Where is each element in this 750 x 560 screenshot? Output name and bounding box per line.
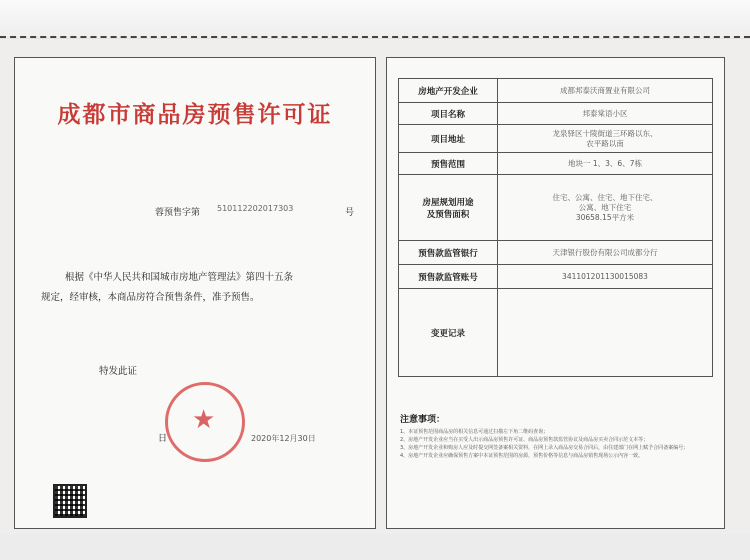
row-value [498, 289, 713, 377]
row-key: 项目名称 [399, 103, 498, 125]
certificate-number-suffix: 号 [345, 208, 355, 218]
approval-line-1: 根据《中华人民共和国城市房地产管理法》第四十五条 [65, 272, 294, 283]
note-item: 4、房地产开发企业应确保预售方案中本证预售范围的房源，预售价格等信息与商品房销售现场公示内容一致。 [400, 453, 644, 459]
row-value: 天津银行股份有限公司成都分行 [498, 241, 713, 265]
row-key: 预售款监管账号 [399, 265, 498, 289]
row-value: 341101201130015083 [498, 265, 713, 289]
table-row [399, 103, 713, 125]
notes-section [400, 412, 712, 460]
approval-line-2: 规定，经审核，本商品房符合预售条件，准予预售。 [41, 292, 260, 303]
row-key: 预售范围 [399, 153, 498, 175]
row-key: 房地产开发企业 [399, 79, 498, 103]
table-row [399, 175, 713, 241]
row-key: 预售款监管银行 [399, 241, 498, 265]
certificate-title: 成都市商品房预售许可证 [57, 102, 333, 128]
certificate-number: 510112202017303 [217, 204, 294, 213]
table-row [399, 265, 713, 289]
special-issue-text: 特发此证 [99, 366, 138, 377]
note-item: 3、房地产开发企业和购房人应及时提交网签备案相关资料，在网上录入商品房交易合同后，由住建部门在网上赋予合同备案编号； [400, 445, 689, 451]
notes-title: 注意事项： [400, 415, 446, 425]
row-value: 邦泰棠语小区 [498, 103, 713, 125]
approval-paragraph [41, 268, 365, 308]
certificate-left-page [14, 57, 376, 529]
top-dashed-border [0, 36, 750, 38]
note-item: 1、本证预售范围商品房的相关信息可通过扫描左下角二维码查询； [400, 429, 549, 435]
qr-code-icon[interactable] [53, 484, 87, 518]
table-row [399, 79, 713, 103]
top-edge [0, 0, 750, 39]
table-row [399, 289, 713, 377]
bottom-edge [0, 534, 750, 560]
table-row [399, 241, 713, 265]
row-key: 房屋规划用途 及预售面积 [399, 175, 498, 241]
table-row [399, 153, 713, 175]
table-row [399, 125, 713, 153]
row-key: 变更记录 [399, 289, 498, 377]
certificate-number-label: 蓉预售字第 [155, 208, 201, 218]
note-item: 2、房地产开发企业应当在买受人出示商品房预售许可证、商品房预售款监管协议及商品房买卖合同示范文本等； [400, 437, 649, 443]
date-prefix: 日 [158, 434, 168, 444]
row-value: 龙泉驿区十陵街道三环路以东、 农平路以南 [498, 125, 713, 153]
row-value: 地块一 1、3、6、7栋 [498, 153, 713, 175]
row-value: 成都邦泰沃商置业有限公司 [498, 79, 713, 103]
row-key: 项目地址 [399, 125, 498, 153]
seal-star-icon: ★ [192, 405, 216, 435]
project-info-table [398, 78, 713, 377]
official-seal [165, 382, 245, 462]
row-value: 住宅、公寓、住宅、地下住宅、 公寓、地下住宅 30658.15平方米 [498, 175, 713, 241]
certificate-right-page [386, 57, 725, 529]
issue-date: 2020年12月30日 [251, 434, 316, 443]
